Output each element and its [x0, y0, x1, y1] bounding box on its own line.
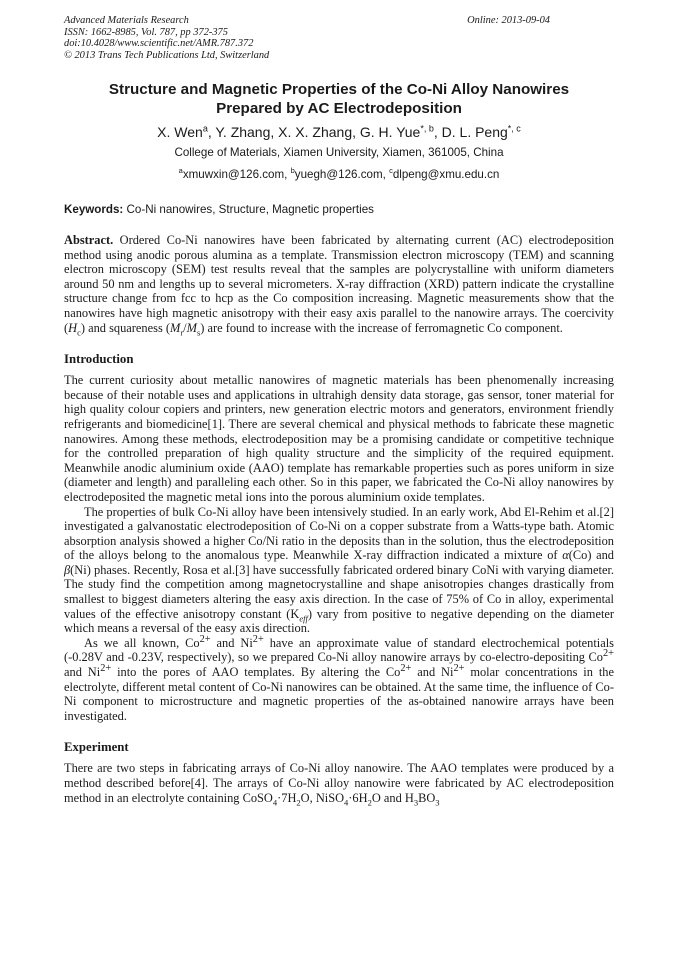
email-list: $^a$xmuwxin@126.com, $^b$yuegh@126.com, $^c$dlpeng@xmu.edu.cn — [178, 166, 500, 181]
introduction-heading: Introduction — [64, 352, 134, 367]
charge-sup: 2+ — [100, 662, 112, 674]
author-name: D. L. Peng — [441, 124, 508, 140]
text-run: The properties of bulk Co-Ni alloy have been intensively studied. In an early work, Abd El-Rehim et al.[2] investigated a galvanostatic electrodeposition of Co-Ni on a copper substrate from a Watts-type bath. Atomic absorption analysis showed a higher Co/Ni ratio in the deposits than in the solution, thus the electrodeposition of the alloys belong to the anomalous type. Meanwhile X-ray diffraction indicated a mixture of — [64, 504, 614, 563]
text-run: and Ni — [210, 635, 253, 650]
text-run: into the pores of AAO templates. By altering the Co — [111, 665, 401, 680]
journal-header — [64, 0, 614, 70]
email-link[interactable]: dlpeng@xmu.edu.cn — [392, 168, 500, 181]
author-list: X. Wen$^a$, Y. Zhang, X. X. Zhang, G. H. Yue$^{*, b}$, D. L. Peng$^{*, c}$ — [157, 123, 521, 140]
author-sup: *, c — [507, 123, 521, 134]
formula-sub: 4 — [272, 797, 278, 808]
abstract-text: Ordered Co-Ni nanowires have been fabricated by alternating current (AC) electrodeposition method using anodic porous alumina as a template. Transmission electron microscopy (TEM) and scanning electron microscopy (SEM) test results reveal that the samples are polycrystalline with uniform diameters around 50 nm and lengths up to several micrometers. X-ray diffraction (XRD) pattern indicate the crystalline structure change from fcc to hcp as the Co composition increasing. Magnetic measurements show that the nanowires have high magnetic anisotropy with their easy axis parallel to the nanowire arrays. The coercivity ( — [64, 233, 614, 335]
abstract-label: Abstract. — [64, 233, 114, 247]
intro-paragraph-2 — [64, 505, 614, 636]
author-name: Y. Zhang — [215, 124, 271, 140]
text-run: BO — [418, 790, 436, 805]
email-link[interactable]: xmuwxin@126.com — [182, 168, 285, 181]
text-run: ·6H — [348, 790, 368, 805]
online-date: Online: 2013-09-04 — [467, 15, 550, 26]
email-sup: c — [389, 166, 393, 176]
text-run: and — [380, 790, 405, 805]
email-link[interactable]: yuegh@126.com — [294, 168, 383, 181]
author-name: X. X. Zhang — [278, 124, 353, 140]
symbol: α — [562, 548, 569, 563]
symbol-sub: c — [77, 327, 81, 338]
text-run: H — [404, 790, 414, 805]
email-sup: a — [178, 166, 183, 176]
abstract-text: ) are found to increase with the increase of ferromagnetic Co component. — [200, 320, 563, 335]
issn-line: ISSN: 1662-8985, Vol. 787, pp 372-375 — [64, 26, 228, 38]
symbol-sub: s — [196, 327, 201, 338]
symbol: M — [170, 320, 181, 335]
text-run: and Ni — [411, 665, 454, 680]
text-run: O — [300, 790, 310, 805]
text-run: and Ni — [64, 665, 101, 680]
symbol-sub: r — [180, 327, 184, 338]
text-run: (Co) and — [568, 548, 615, 563]
text-run: (Ni) phases. Recently, Rosa et al.[3] have successfully fabricated ordered binary CoNi with varying diameter. The study find the competition among magnetocrystalline and shape anisotropies changes drastically from smallest to biggest diameters altering the easy axis direction. In the case of 75% of Co in alloy, experimental values of the effective anisotropy constant (K — [64, 562, 614, 621]
author-sup: a — [202, 123, 208, 134]
copyright-line: © 2013 Trans Tech Publications Ltd, Switzerland — [64, 49, 270, 61]
formula-sub: 2 — [367, 797, 372, 808]
symbol: M — [186, 320, 197, 335]
formula-sub: 3 — [435, 797, 440, 808]
intro-paragraph-1: The current curiosity about metallic nanowires of magnetic materials has been phenomenally increasing because of their notable uses and applications in ultrahigh density data storage, gas sensor, toner material for high quality colour copiers and printers, new generation electric motors and generators, environment friendly refrigerants and biomedicine[1]. There are several chemical and physical methods to fabricate these magnetic nanowires. Among these methods, electrodeposition may be a promising candidate or competitive technique for the controlled preparation of high quality structure and the simplicity of the required equipment. Meanwhile anodic aluminium oxide (AAO) template has remarkable properties such as pores uniform in size (diameter and length) and paralleling each other. So in this paper, we fabricated the Co-Ni alloy nanowires by electrodeposited the magnetic metal ions into the porous aluminium oxide templates. — [64, 373, 614, 504]
formula-sub: 3 — [413, 797, 419, 808]
email-sup: b — [290, 166, 295, 176]
text-run: NiSO — [315, 790, 345, 805]
doi-line: doi:10.4028/www.scientific.net/AMR.787.372 — [64, 38, 254, 50]
charge-sup: 2+ — [252, 633, 264, 645]
text-run: ) vary from positive to negative depending on the diameter which means a reversal of the easy axis direction. — [64, 606, 615, 636]
symbol-sub: eff — [299, 613, 308, 624]
charge-sup: 2+ — [453, 662, 465, 674]
text-run: As we all known, Co — [84, 635, 200, 650]
author-name: G. H. Yue — [359, 124, 421, 140]
paper-title: Structure and Magnetic Properties of the Co-Ni Alloy Nanowires Prepared by AC Electrodeposition — [108, 81, 570, 117]
intro-paragraph-3 — [64, 633, 614, 724]
experiment-paragraph-1 — [64, 761, 614, 808]
author-sup: *, b — [420, 123, 434, 134]
abstract — [64, 233, 614, 338]
charge-sup: 2+ — [199, 633, 211, 645]
keywords-label: Keywords: — [64, 203, 124, 216]
text-run: O — [371, 790, 381, 805]
affiliation: College of Materials, Xiamen University, Xiamen, 361005, China — [174, 146, 504, 159]
experiment-heading: Experiment — [64, 740, 129, 755]
formula-sub: 2 — [296, 797, 301, 808]
abstract-text: ) and squareness ( — [80, 320, 170, 335]
charge-sup: 2+ — [400, 662, 412, 674]
text-run: ·7H — [277, 790, 297, 805]
text-run: There are two steps in fabricating arrays of Co-Ni alloy nanowire. The AAO templates were produced by a method described before[4]. The arrays of Co-Ni alloy nanowire were fabricated by AC electrodeposition method in an electrolyte containing CoSO — [64, 761, 614, 805]
keywords-text: Co-Ni nanowires, Structure, Magnetic properties — [126, 203, 374, 216]
charge-sup: 2+ — [603, 648, 614, 660]
symbol: β — [64, 562, 71, 577]
symbol: H — [68, 320, 78, 335]
keywords — [64, 203, 614, 216]
formula-sub: 4 — [344, 797, 349, 808]
abstract-text: / — [183, 320, 187, 335]
text-run: , — [309, 790, 316, 805]
text-run: have an approximate value of standard electrochemical potentials (-0.28V and -0.23V, respectively), so we prepared Co-Ni alloy nanowire arrays by co-electro-depositing Co — [64, 635, 614, 665]
text-run: molar concentrations in the electrolyte, different metal content of Co-Ni nanowires can be obtained. At the same time, the influence of Co-Ni component to microstructure and magnetic properties of the as-obtained nanowire arrays have been investigated. — [64, 665, 614, 723]
journal-name: Advanced Materials Research — [64, 15, 189, 26]
author-name: X. Wen — [157, 124, 203, 140]
